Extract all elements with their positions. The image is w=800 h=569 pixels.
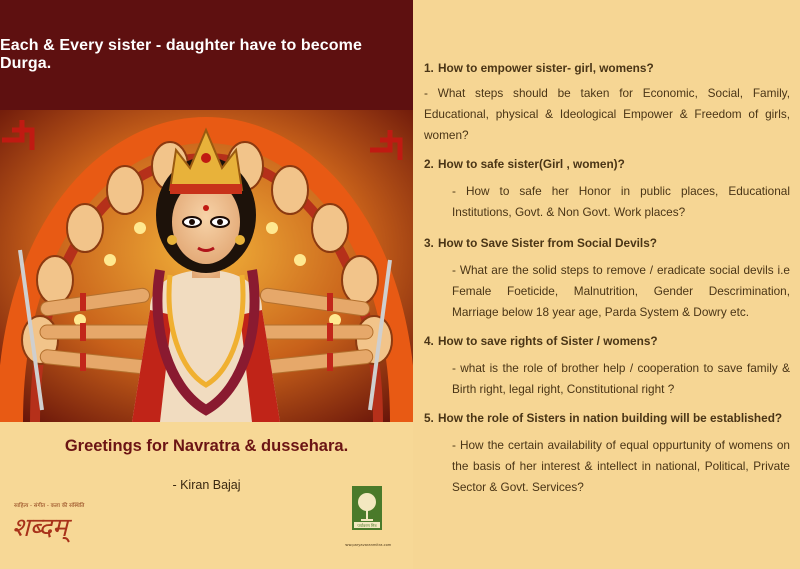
answer-1: - What steps should be taken for Economic, Social, Family, Educational, physical & Ideological Empower & Freedom of girls, women? <box>424 86 790 142</box>
question-4-text: How to save rights of Sister / womens? <box>438 334 658 348</box>
answer-4: - what is the role of brother help / cooperation to save family & Birth right, legal right, Constitutional right ? <box>452 361 790 396</box>
question-3: 3. How to Save Sister from Social Devils? <box>424 236 657 250</box>
greeting-text: Greetings for Navratra & dussehara. <box>64 437 349 455</box>
answer-5: - How the certain availability of equal oppurtunity of womens on the basis of her interest & intellect in national, Political, Private Sector & Govt. Services? <box>452 438 790 494</box>
svg-text:पर्यावरण मित्र: पर्यावरण मित्र <box>357 523 377 528</box>
question-1-text: How to empower sister- girl, womens? <box>438 61 654 75</box>
question-2-text: How to safe sister(Girl , women)? <box>438 157 625 171</box>
durga-idol-illustration <box>0 110 413 422</box>
question-3-text: How to Save Sister from Social Devils? <box>438 236 657 250</box>
question-1: 1. How to empower sister- girl, womens? <box>424 61 654 75</box>
question-2: 2. How to safe sister(Girl , women)? <box>424 157 625 171</box>
durga-idol-image <box>0 110 413 422</box>
question-5-text: How the role of Sisters in nation building will be established? <box>438 411 783 425</box>
questions-panel <box>424 58 790 498</box>
banner-heading <box>0 0 413 110</box>
question-5: 5. How the role of Sisters in nation building will be established? <box>424 411 783 425</box>
svg-text:शब्दम्: शब्दम् <box>12 513 68 543</box>
answer-2: - How to safe her Honor in public places, Educational Institutions, Govt. & Non Govt. Work places? <box>452 184 790 219</box>
shabdam-logo <box>10 498 90 548</box>
svg-text:www.paryavaranmitra.com: www.paryavaranmitra.com <box>345 543 392 547</box>
banner-text: Each & Every sister - daughter have to become Durga. <box>0 37 362 72</box>
paryavaran-mitra-logo <box>345 484 395 564</box>
answer-3: - What are the solid steps to remove / eradicate social devils i.e Female Foeticide, Malnutrition, Gender Descrimination, Marriage below 18 year age, Parda System & Dowry etc. <box>452 263 790 319</box>
author-name: - Kiran Bajaj <box>172 478 241 492</box>
question-4: 4. How to save rights of Sister / womens? <box>424 334 658 348</box>
svg-text:साहित्य - संगीत - कला की संस्थ: साहित्य - संगीत - कला की संस्थिति <box>14 503 85 509</box>
